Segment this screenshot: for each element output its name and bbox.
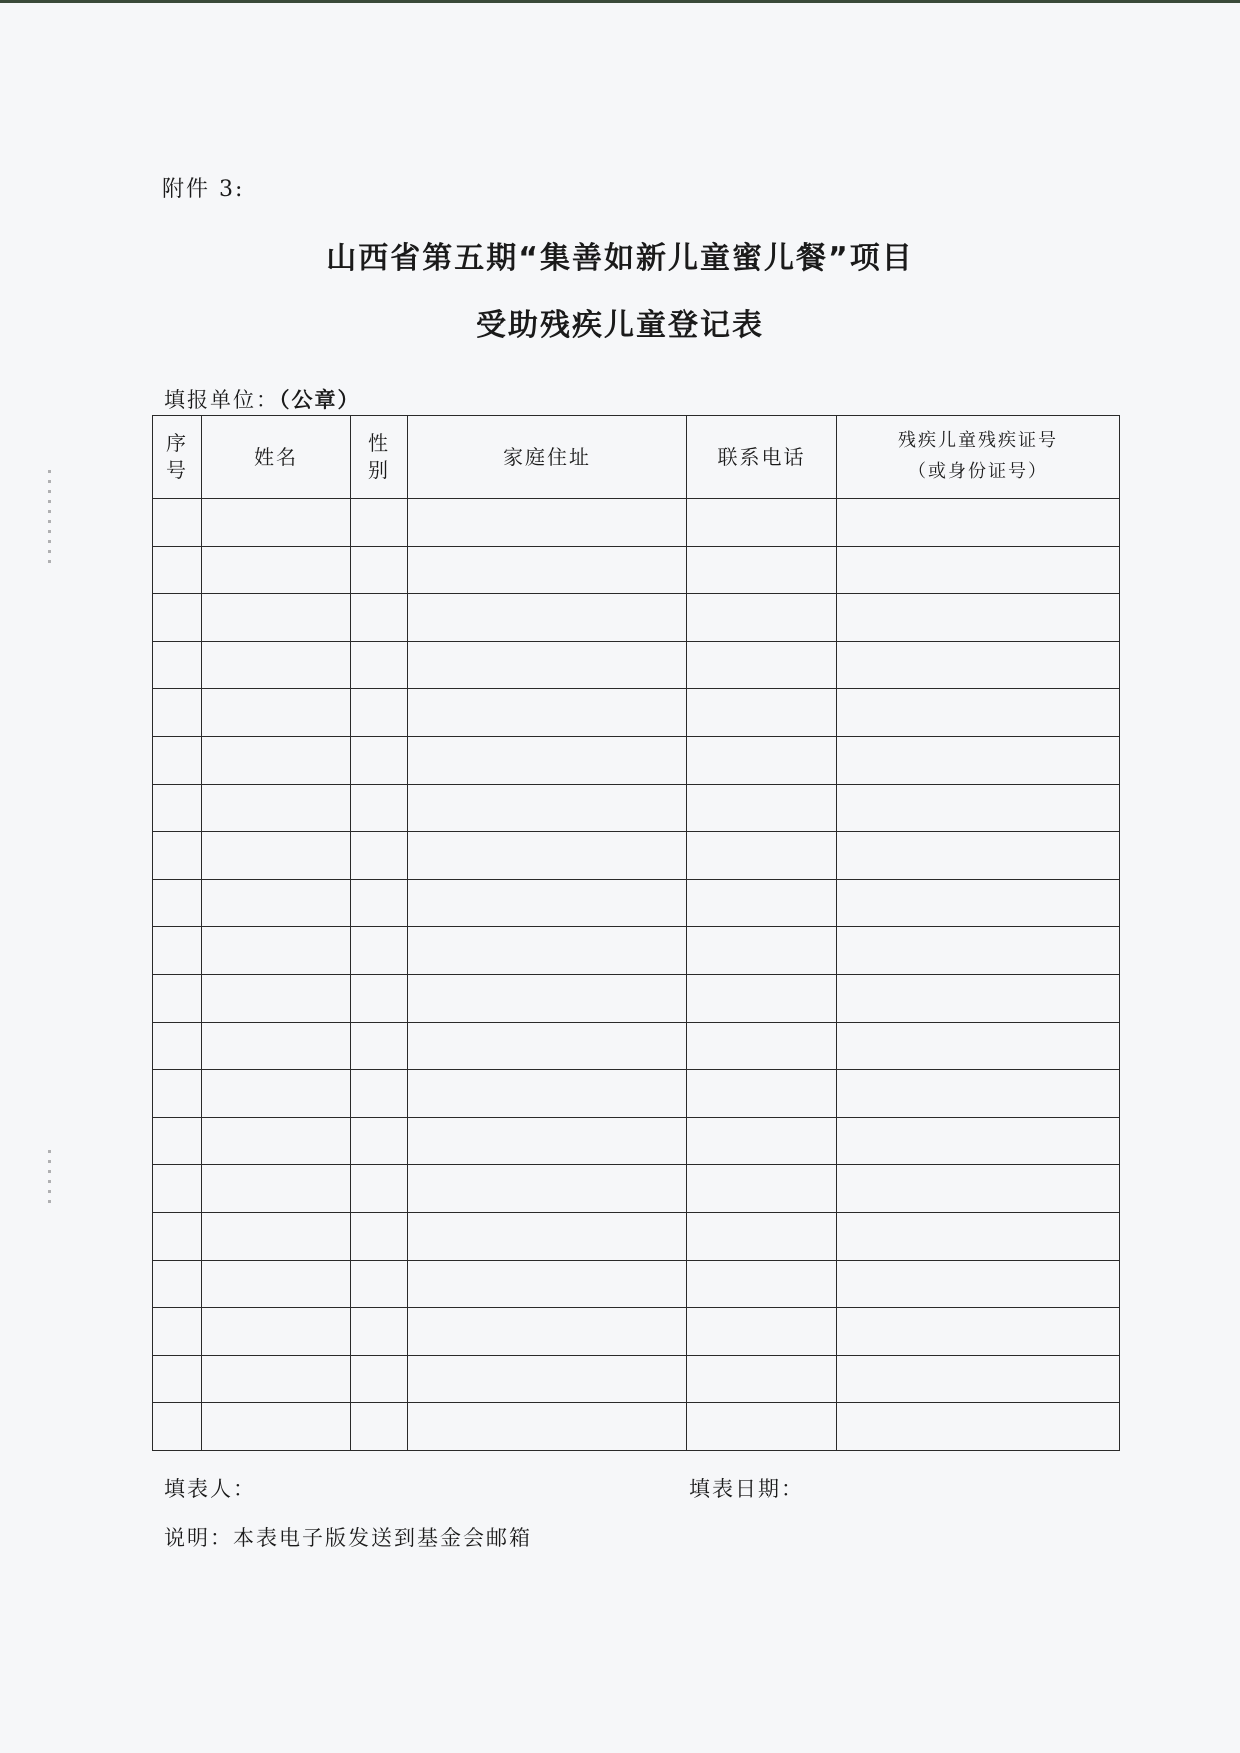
phone-cell — [687, 736, 837, 784]
gender-cell — [351, 1403, 408, 1451]
phone-cell — [687, 1117, 837, 1165]
phone-cell — [687, 784, 837, 832]
name-cell — [202, 689, 351, 737]
id-number-cell — [837, 1403, 1120, 1451]
table-row — [153, 1212, 1120, 1260]
id-number-cell — [837, 1260, 1120, 1308]
address-cell — [408, 784, 687, 832]
serial-cell — [153, 499, 202, 547]
name-cell — [202, 1070, 351, 1118]
address-cell — [408, 1403, 687, 1451]
gender-cell — [351, 1117, 408, 1165]
table-row — [153, 1022, 1120, 1070]
serial-cell — [153, 594, 202, 642]
phone-cell — [687, 974, 837, 1022]
phone-cell — [687, 546, 837, 594]
name-cell — [202, 594, 351, 642]
address-cell — [408, 1022, 687, 1070]
gender-cell — [351, 974, 408, 1022]
serial-cell — [153, 736, 202, 784]
name-cell — [202, 1355, 351, 1403]
gender-cell — [351, 1070, 408, 1118]
serial-cell — [153, 1355, 202, 1403]
id-number-cell — [837, 879, 1120, 927]
serial-cell — [153, 1308, 202, 1356]
serial-cell — [153, 1212, 202, 1260]
header-address: 家庭住址 — [408, 416, 687, 499]
table-row — [153, 1260, 1120, 1308]
serial-cell — [153, 689, 202, 737]
serial-cell — [153, 1165, 202, 1213]
table-row — [153, 1165, 1120, 1213]
gender-cell — [351, 1212, 408, 1260]
phone-cell — [687, 1022, 837, 1070]
name-cell — [202, 974, 351, 1022]
id-number-cell — [837, 832, 1120, 880]
attachment-label: 附件 3: — [162, 177, 245, 202]
address-cell — [408, 927, 687, 975]
name-cell — [202, 1165, 351, 1213]
gender-cell — [351, 641, 408, 689]
gender-cell — [351, 1165, 408, 1213]
header-id-number: 残疾儿童残疾证号 （或身份证号） — [837, 416, 1120, 499]
id-number-cell — [837, 974, 1120, 1022]
name-cell — [202, 1403, 351, 1451]
id-number-cell — [837, 927, 1120, 975]
table-row — [153, 546, 1120, 594]
gender-cell — [351, 546, 408, 594]
filler-label: 填表人： — [164, 1477, 256, 1501]
address-cell — [408, 832, 687, 880]
seal-label: （公章） — [279, 387, 361, 412]
table-row — [153, 1355, 1120, 1403]
fill-unit-label: 填报单位： — [164, 388, 279, 412]
id-number-cell — [837, 641, 1120, 689]
address-cell — [408, 641, 687, 689]
gender-cell — [351, 594, 408, 642]
id-number-cell — [837, 1165, 1120, 1213]
phone-cell — [687, 1355, 837, 1403]
id-number-cell — [837, 1117, 1120, 1165]
id-number-cell — [837, 546, 1120, 594]
gender-cell — [351, 1308, 408, 1356]
id-number-cell — [837, 1212, 1120, 1260]
name-cell — [202, 1212, 351, 1260]
table-row — [153, 832, 1120, 880]
address-cell — [408, 1212, 687, 1260]
scan-binding-mark — [48, 1150, 51, 1210]
gender-cell — [351, 832, 408, 880]
serial-cell — [153, 1403, 202, 1451]
id-number-cell — [837, 736, 1120, 784]
scan-binding-mark — [48, 470, 51, 570]
id-number-cell — [837, 594, 1120, 642]
name-cell — [202, 879, 351, 927]
serial-cell — [153, 927, 202, 975]
fill-date-label: 填表日期： — [689, 1477, 804, 1501]
address-cell — [408, 1070, 687, 1118]
name-cell — [202, 546, 351, 594]
phone-cell — [687, 1070, 837, 1118]
address-cell — [408, 1260, 687, 1308]
serial-cell — [153, 832, 202, 880]
table-row — [153, 499, 1120, 547]
table-row — [153, 974, 1120, 1022]
name-cell — [202, 832, 351, 880]
id-number-cell — [837, 689, 1120, 737]
phone-cell — [687, 879, 837, 927]
serial-cell — [153, 879, 202, 927]
address-cell — [408, 689, 687, 737]
form-title-line1: 山西省第五期“集善如新儿童蜜儿餐”项目 — [326, 241, 914, 276]
id-number-cell — [837, 1070, 1120, 1118]
header-serial: 序 号 — [153, 416, 202, 499]
table-row — [153, 784, 1120, 832]
id-number-cell — [837, 784, 1120, 832]
phone-cell — [687, 1260, 837, 1308]
address-cell — [408, 499, 687, 547]
name-cell — [202, 641, 351, 689]
serial-cell — [153, 974, 202, 1022]
table-row — [153, 879, 1120, 927]
phone-cell — [687, 641, 837, 689]
gender-cell — [351, 879, 408, 927]
gender-cell — [351, 1022, 408, 1070]
address-cell — [408, 974, 687, 1022]
serial-cell — [153, 546, 202, 594]
id-number-cell — [837, 499, 1120, 547]
gender-cell — [351, 784, 408, 832]
gender-cell — [351, 927, 408, 975]
serial-cell — [153, 1022, 202, 1070]
name-cell — [202, 1260, 351, 1308]
table-row — [153, 1403, 1120, 1451]
table-row — [153, 927, 1120, 975]
name-cell — [202, 1308, 351, 1356]
phone-cell — [687, 594, 837, 642]
gender-cell — [351, 1355, 408, 1403]
address-cell — [408, 1165, 687, 1213]
header-gender: 性 别 — [351, 416, 408, 499]
gender-cell — [351, 736, 408, 784]
table-row — [153, 1070, 1120, 1118]
name-cell — [202, 736, 351, 784]
name-cell — [202, 784, 351, 832]
serial-cell — [153, 1260, 202, 1308]
note-text: 说明：本表电子版发送到基金会邮箱 — [164, 1526, 532, 1550]
id-number-cell — [837, 1022, 1120, 1070]
gender-cell — [351, 1260, 408, 1308]
registration-table — [152, 415, 1120, 1451]
name-cell — [202, 927, 351, 975]
table-row — [153, 736, 1120, 784]
address-cell — [408, 594, 687, 642]
phone-cell — [687, 927, 837, 975]
table-row — [153, 641, 1120, 689]
address-cell — [408, 546, 687, 594]
phone-cell — [687, 1165, 837, 1213]
address-cell — [408, 736, 687, 784]
phone-cell — [687, 689, 837, 737]
name-cell — [202, 1022, 351, 1070]
table-header-row — [153, 416, 1120, 499]
name-cell — [202, 499, 351, 547]
table-row — [153, 594, 1120, 642]
header-phone: 联系电话 — [687, 416, 837, 499]
phone-cell — [687, 1308, 837, 1356]
serial-cell — [153, 784, 202, 832]
address-cell — [408, 1308, 687, 1356]
gender-cell — [351, 689, 408, 737]
phone-cell — [687, 1403, 837, 1451]
serial-cell — [153, 641, 202, 689]
address-cell — [408, 879, 687, 927]
header-name: 姓名 — [202, 416, 351, 499]
table-row — [153, 689, 1120, 737]
gender-cell — [351, 499, 408, 547]
id-number-cell — [837, 1308, 1120, 1356]
phone-cell — [687, 1212, 837, 1260]
form-title-line2: 受助残疾儿童登记表 — [476, 308, 764, 343]
fill-unit-line — [164, 384, 361, 414]
table-row — [153, 1308, 1120, 1356]
serial-cell — [153, 1070, 202, 1118]
table-body — [153, 499, 1120, 1451]
scan-top-edge — [0, 0, 1240, 3]
address-cell — [408, 1117, 687, 1165]
phone-cell — [687, 832, 837, 880]
id-number-cell — [837, 1355, 1120, 1403]
table-row — [153, 1117, 1120, 1165]
address-cell — [408, 1355, 687, 1403]
serial-cell — [153, 1117, 202, 1165]
name-cell — [202, 1117, 351, 1165]
phone-cell — [687, 499, 837, 547]
